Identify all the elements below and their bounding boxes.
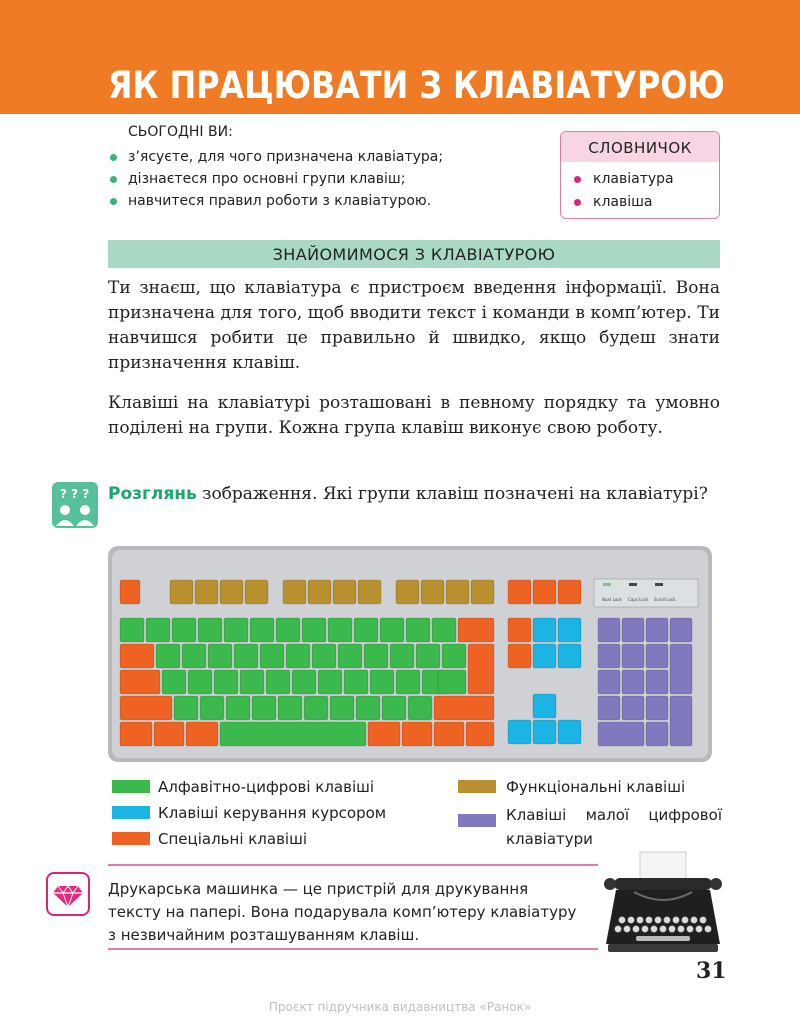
key-special [508,618,531,642]
key-alphanumeric [408,696,432,720]
chapter-header [0,0,800,114]
section-heading: ЗНАЙОМИМОСЯ З КЛАВІАТУРОЮ [108,240,720,268]
key-alphanumeric [208,644,232,668]
key-menu [434,722,464,746]
key-numpad [646,644,668,668]
key-function [195,580,218,604]
typewriter-image [600,848,726,956]
key-alphanumeric [442,644,466,668]
vocabulary-list [561,168,719,214]
key-alphanumeric [146,618,170,642]
key-special [533,580,556,604]
caps-lock-label: Caps Lock [628,597,649,602]
legend-numpad: Клавіші малої цифрової клавіатури [506,806,722,848]
legend-alphanumeric: Алфавітно-цифрові клавіші [158,778,375,796]
key-enter [468,644,494,694]
fact-box [108,864,598,950]
key-alphanumeric [344,670,368,694]
key-alphanumeric [396,670,420,694]
key-alphanumeric [276,618,300,642]
key-alphanumeric [182,644,206,668]
key-backspace [458,618,494,642]
key-numpad [598,618,620,642]
key-function [308,580,331,604]
key-alphanumeric [250,618,274,642]
key-space [220,722,366,746]
key-numpad [598,670,620,694]
key-alphanumeric [432,618,456,642]
key-alphanumeric [370,670,394,694]
key-arrow-left [508,720,531,744]
key-alphanumeric [266,670,290,694]
key-alphanumeric [292,670,316,694]
goal-item: навчитеся правил роботи з клавіатурою. [108,190,548,212]
key-numpad [622,644,644,668]
key-ctrl [466,722,494,746]
key-alphanumeric [416,644,440,668]
key-shift-right [434,696,494,720]
key-alphanumeric [286,644,310,668]
discussion-icon [52,482,98,528]
goal-item: дізнаєтеся про основні групи клавіш; [108,168,548,190]
key-numpad [646,722,668,746]
key-alphanumeric [364,644,388,668]
key-alphanumeric [226,696,250,720]
key-numpad [598,696,620,720]
key-function [471,580,494,604]
key-shift-left [120,696,172,720]
key-win [402,722,432,746]
fact-text: Друкарська машинка — це пристрій для друкування тексту на папері. Вона подарувала комп’ютеру клавіатуру з незвичайним розташуванням клавіш. [108,880,577,944]
key-alt [186,722,218,746]
goals-list [108,146,548,212]
key-numpad [622,618,644,642]
key-numpad [598,644,620,668]
key-function [358,580,381,604]
key-cursor [533,618,556,642]
key-special [508,580,531,604]
key-function [421,580,444,604]
lock-led [603,583,611,586]
goal-item: з’ясуєте, для чого призначена клавіатура; [108,146,548,168]
key-alphanumeric [338,644,362,668]
key-alphanumeric [198,618,222,642]
key-arrow-up [533,694,556,718]
key-win [154,722,184,746]
vocabulary-box [560,131,720,219]
key-alphanumeric [200,696,224,720]
legend-special: Спеціальні клавіші [158,830,307,848]
key-function [283,580,306,604]
key-alphanumeric [406,618,430,642]
key-numpad [646,618,668,642]
num-lock-label: Num Lock [602,597,622,602]
key-arrow-down [533,720,556,744]
groups-paragraph: Клавіші на клавіатурі розташовані в певному порядку та умовно поділені на групи. Кожна група клавіш виконує свою роботу. [108,393,720,438]
publisher-footer: Проєкт підручника видавництва «Ранок» [268,1000,532,1014]
key-alphanumeric [174,696,198,720]
key-numpad [670,618,692,642]
key-ctrl [120,722,152,746]
today-heading: СЬОГОДНІ ВИ: [128,124,233,140]
key-alphanumeric [162,670,186,694]
key-alphanumeric [240,670,264,694]
key-numpad [598,722,644,746]
key-alphanumeric [252,696,276,720]
key-alphanumeric [330,696,354,720]
key-function [396,580,419,604]
key-alphanumeric [234,644,258,668]
scroll-lock-label: Scroll Lock [654,597,676,602]
lock-led [655,583,663,586]
key-alphanumeric [214,670,238,694]
legend-swatch-function [458,780,496,793]
key-alphanumeric [312,644,336,668]
key-alphanumeric [156,644,180,668]
key-alphanumeric [438,670,466,694]
key-cursor [533,644,556,668]
key-arrow-right [558,720,581,744]
key-function [333,580,356,604]
intro-paragraph: Ти знаєш, що клавіатура є пристроєм введення інформації. Вона призначена для того, щоб вводити текст і команди в комп’ютер. Ти навчишся робити це правильно й швидко, якщо будеш знати призначення клавіш. [108,278,720,373]
key-numpad [646,670,668,694]
vocabulary-item: клавіатура [561,168,719,191]
key-alphanumeric [380,618,404,642]
key-alphanumeric [382,696,406,720]
keyboard-illustration [108,546,712,762]
today-block [108,124,548,212]
legend-swatch-cursor [112,806,150,819]
key-alphanumeric [120,618,144,642]
key-esc [120,580,140,604]
legend-swatch-numpad [458,814,496,827]
task-emphasis: Розглянь [108,484,197,504]
key-alphanumeric [260,644,284,668]
key-alphanumeric [356,696,380,720]
legend-swatch-alphanumeric [112,780,150,793]
page-title: ЯК ПРАЦЮВАТИ З КЛАВІАТУРОЮ [108,64,725,107]
task-text [108,482,720,507]
legend-cursor: Клавіші керування курсором [158,804,387,822]
key-alphanumeric [188,670,212,694]
key-function [170,580,193,604]
task-body: зображення. Які групи клавіш позначені на клавіатурі? [196,484,708,504]
key-function [220,580,243,604]
key-numpad [646,696,668,720]
key-alphanumeric [224,618,248,642]
vocabulary-item: клавіша [561,191,719,214]
key-alphanumeric [328,618,352,642]
key-special [508,644,531,668]
key-alphanumeric [304,696,328,720]
legend-swatch-special [112,832,150,845]
key-alt [368,722,400,746]
key-alphanumeric [172,618,196,642]
key-function [245,580,268,604]
key-numpad [622,670,644,694]
svg-text:? ? ?: ? ? ? [60,487,90,501]
key-numpad [670,696,692,746]
key-cursor [558,644,581,668]
key-alphanumeric [302,618,326,642]
gem-icon [46,872,90,916]
key-alphanumeric [390,644,414,668]
vocabulary-title: СЛОВНИЧОК [561,132,719,162]
key-function [446,580,469,604]
key-alphanumeric [318,670,342,694]
key-numpad [622,696,644,720]
legend-function: Функціональні клавіші [506,778,686,796]
lock-led [629,583,637,586]
key-tab [120,644,154,668]
page-number: 31 [696,958,727,984]
key-caps-lock [120,670,160,694]
key-alphanumeric [278,696,302,720]
key-numpad [670,644,692,694]
key-cursor [558,618,581,642]
key-special [558,580,581,604]
key-alphanumeric [354,618,378,642]
